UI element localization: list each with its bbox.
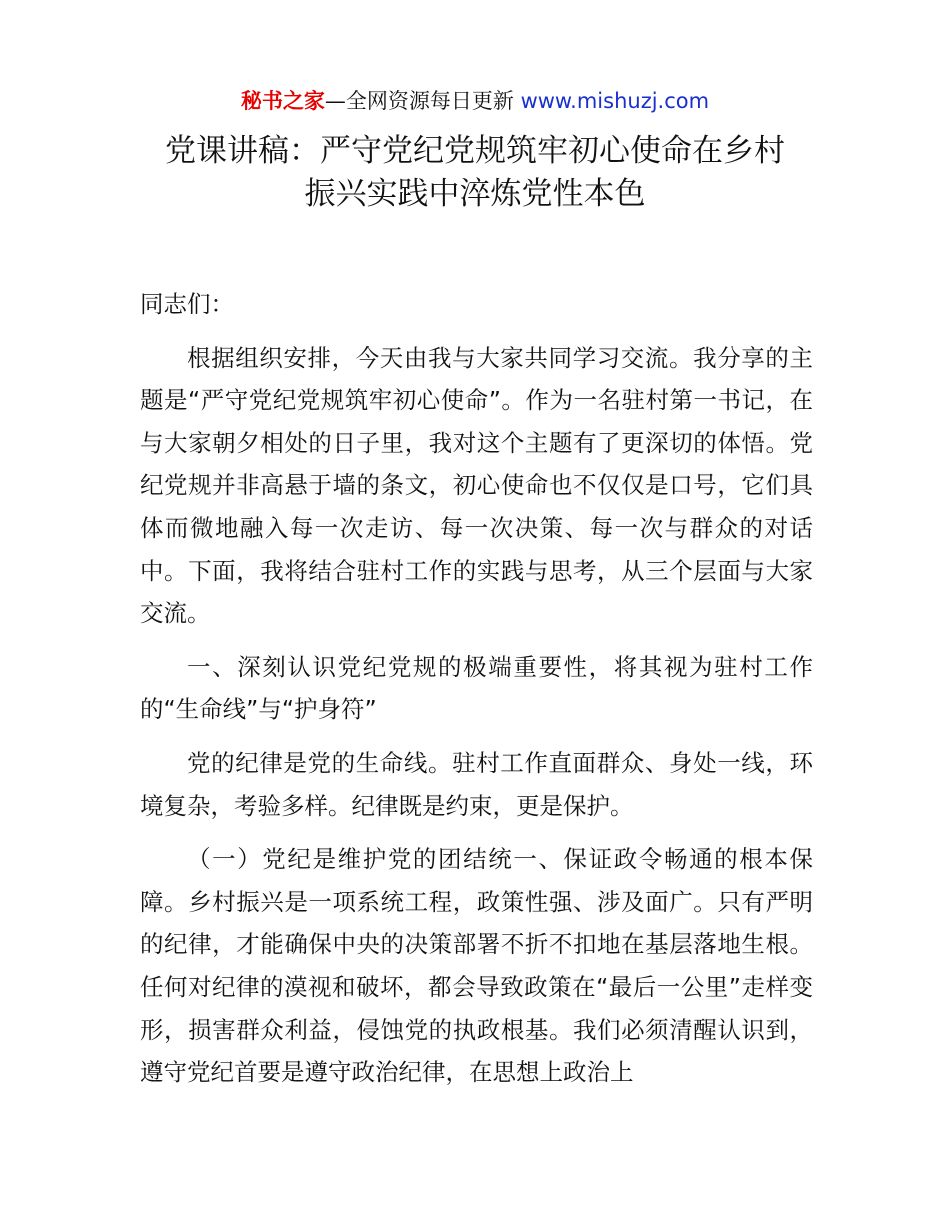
site-header	[0, 86, 950, 116]
document-title	[120, 130, 830, 216]
site-url-link[interactable]: www.mishuzj.com	[520, 89, 710, 113]
site-tagline: —全网资源每日更新	[324, 89, 521, 113]
document-body	[140, 283, 813, 1105]
salutation: 同志们：	[140, 290, 234, 318]
section-heading-1: 一、深刻认识党纪党规的极端重要性，将其视为驻村工作的“生命线”与“护身符”	[140, 652, 813, 724]
site-brand: 秘书之家	[240, 89, 325, 113]
paragraph-intro: 根据组织安排，今天由我与大家共同学习交流。我分享的主题是“严守党纪党规筑牢初心使命”。作为一名驻村第一书记，在与大家朝夕相处的日子里，我对这个主题有了更深切的体悟。党纪党规并非高悬于墙的条文，初心使命也不仅仅是口号，它们具体而微地融入每一次走访、每一次决策、每一次与群众的对话中。下面，我将结合驻村工作的实践与思考，从三个层面与大家交流。	[140, 343, 813, 628]
paragraph-subsection-1: （一）党纪是维护党的团结统一、保证政令畅通的根本保障。乡村振兴是一项系统工程，政策性强、涉及面广。只有严明的纪律，才能确保中央的决策部署不折不扣地在基层落地生根。任何对纪律的漠视和破坏，都会导致政策在“最后一公里”走样变形，损害群众利益，侵蚀党的执政根基。我们必须清醒认识到，遵守党纪首要是遵守政治纪律，在思想上政治上	[140, 845, 813, 1087]
paragraph-discipline: 党的纪律是党的生命线。驻村工作直面群众、身处一线，环境复杂，考验多样。纪律既是约束，更是保护。	[140, 748, 813, 820]
title-line-2: 振兴实践中淬炼党性本色	[304, 176, 646, 212]
title-line-1: 党课讲稿：严守党纪党规筑牢初心使命在乡村	[165, 133, 785, 169]
